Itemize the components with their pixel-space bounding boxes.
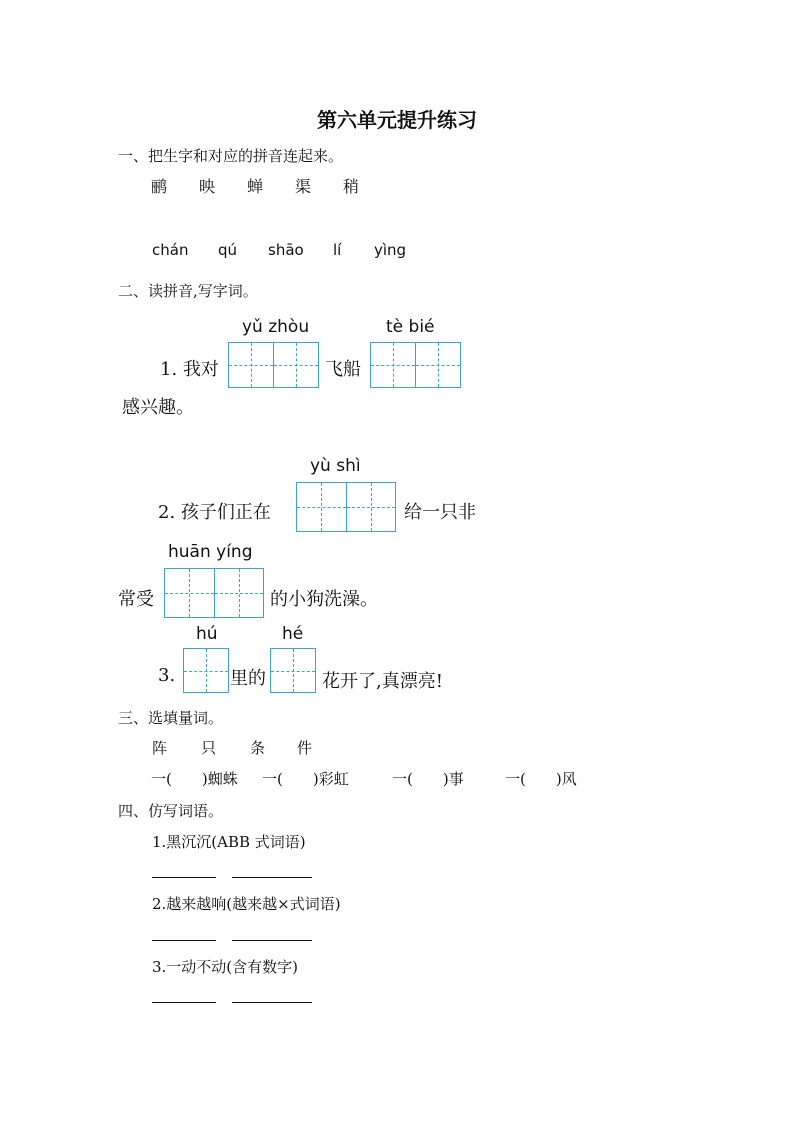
pinyin-item: chán <box>152 241 189 259</box>
page-title: 第六单元提升练习 <box>317 108 477 132</box>
option-item: 阵 <box>152 739 168 757</box>
q1-text-middle: 飞船 <box>325 359 361 380</box>
answer-line[interactable] <box>152 940 216 941</box>
imitate-item-2: 2.越来越响(越来越×式词语) <box>152 895 341 913</box>
q1-text-after: 感兴趣。 <box>122 397 194 418</box>
q3-writing-box-2[interactable] <box>270 648 316 693</box>
q3-writing-box-1[interactable] <box>183 648 229 693</box>
q1-writing-box-1[interactable] <box>228 342 319 388</box>
fill-item[interactable]: 一( )蜘蛛 <box>151 770 238 788</box>
fill-item[interactable]: 一( )事 <box>392 770 464 788</box>
q3-text-before: 3. <box>158 665 176 686</box>
imitate-item-3: 3.一动不动(含有数字) <box>152 958 299 976</box>
q1-text-before: 1. 我对 <box>160 359 219 380</box>
fill-item[interactable]: 一( )彩虹 <box>262 770 349 788</box>
answer-line[interactable] <box>152 877 216 878</box>
option-item: 只 <box>201 739 217 757</box>
imitate-item-1: 1.黑沉沉(ABB 式词语) <box>152 833 306 851</box>
pinyin-item: qú <box>218 241 238 259</box>
pinyin-item: shāo <box>268 241 304 259</box>
q3-text-after: 花开了,真漂亮! <box>322 671 443 692</box>
q2-writing-box-2[interactable] <box>164 568 264 618</box>
q2-text-after: 给一只非 <box>404 502 476 523</box>
option-item: 条 <box>250 739 266 757</box>
q3-text-middle: 里的 <box>230 668 266 689</box>
char-item: 稍 <box>343 177 360 196</box>
section3-heading: 三、选填量词。 <box>118 709 224 727</box>
q2-pinyin-2: huān yíng <box>168 542 253 562</box>
answer-line[interactable] <box>152 1002 216 1003</box>
section4-heading: 四、仿写词语。 <box>118 802 224 820</box>
answer-line[interactable] <box>232 1002 312 1003</box>
q1-writing-box-2[interactable] <box>370 342 461 388</box>
q2-text-before-2: 常受 <box>118 589 154 610</box>
option-item: 件 <box>297 739 313 757</box>
q3-pinyin-2: hé <box>282 624 304 644</box>
q1-pinyin-2: tè bié <box>386 317 435 337</box>
char-item: 鹂 <box>151 177 168 196</box>
q2-text-after-2: 的小狗洗澡。 <box>270 589 378 610</box>
q1-pinyin-1: yǔ zhòu <box>242 317 310 337</box>
q2-text-before: 2. 孩子们正在 <box>158 502 271 523</box>
pinyin-item: lí <box>333 241 342 259</box>
q3-pinyin-1: hú <box>196 624 218 644</box>
answer-line[interactable] <box>232 940 312 941</box>
q2-pinyin-1: yù shì <box>310 456 361 476</box>
char-item: 映 <box>199 177 216 196</box>
char-item: 蝉 <box>247 177 264 196</box>
answer-line[interactable] <box>232 877 312 878</box>
char-item: 渠 <box>295 177 312 196</box>
pinyin-item: yìng <box>374 241 407 259</box>
q2-writing-box-1[interactable] <box>296 482 396 532</box>
fill-item[interactable]: 一( )风 <box>505 770 577 788</box>
section2-heading: 二、读拼音,写字词。 <box>118 282 258 300</box>
section1-heading: 一、把生字和对应的拼音连起来。 <box>118 147 344 165</box>
